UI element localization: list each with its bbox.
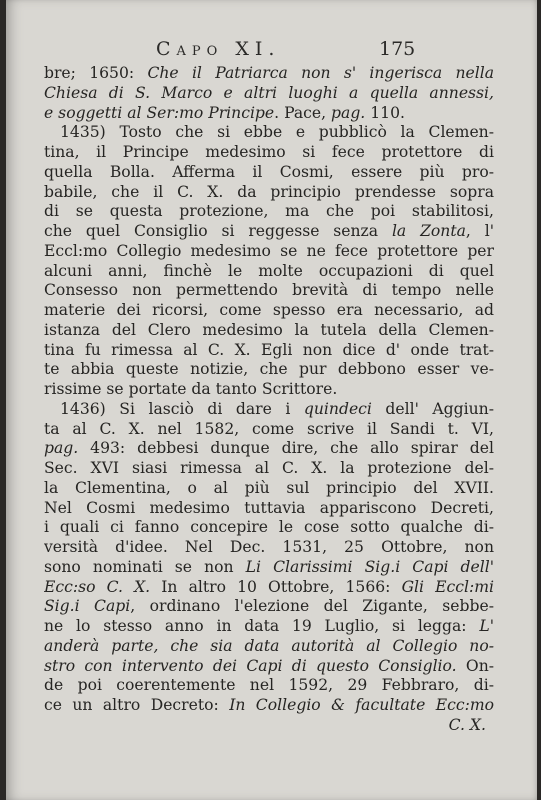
text-line — [44, 538, 494, 558]
italic-segment: L' — [479, 617, 494, 635]
text-line — [44, 459, 494, 479]
text-segment: On- — [456, 656, 494, 675]
text-line — [44, 321, 494, 341]
text-segment: versità d'idee. Nel Dec. 1531, 25 Ottobre, non — [44, 538, 494, 556]
text-segment: 493: debbesi dunque dire, che allo spirar del — [78, 439, 494, 458]
text-segment: ce un altro Decreto: — [44, 696, 230, 714]
italic-segment: e soggetti al Ser:mo Principe — [44, 103, 275, 122]
catchword — [44, 716, 494, 736]
italic-segment: la Zonta — [391, 222, 466, 240]
text-segment: che quel Consiglio si reggesse senza — [44, 222, 392, 240]
text-line — [44, 479, 494, 499]
italic-segment: Che il Patriarca non s' ingerisca nella — [147, 64, 494, 82]
italic-segment: Gli Eccl:mi — [401, 577, 494, 596]
text-segment: , l' — [465, 222, 494, 240]
italic-segment: pag. — [331, 103, 366, 122]
text-segment: Sec. XVI siasi rimessa al C. X. la protezione del- — [44, 459, 494, 477]
text-line — [44, 696, 494, 716]
text-line — [44, 183, 494, 203]
text-line — [44, 439, 494, 459]
text-line — [44, 617, 494, 637]
text-line — [44, 676, 494, 696]
text-line — [44, 123, 494, 143]
text-segment: te abbia queste notizie, che pur debbono esser ve- — [44, 360, 494, 379]
text-line — [44, 360, 494, 380]
text-segment: ta al C. X. nel 1582, come scrive il Sandi t. VI, — [44, 419, 494, 438]
italic-segment: C. X. — [448, 715, 486, 734]
italic-segment: pag. — [44, 439, 79, 458]
text-line — [44, 380, 494, 400]
text-segment: In altro 10 Ottobre, 1566: — [150, 577, 402, 596]
book-page — [6, 0, 537, 800]
text-segment: rissime se portate da tanto Scrittore. — [44, 380, 338, 398]
text-segment: tina, il Principe medesimo si fece protettore di — [44, 143, 494, 161]
italic-segment: In Collegio & facultate Ecc:mo — [229, 696, 494, 714]
text-segment: dell' Aggiun- — [371, 399, 494, 418]
text-segment: Consesso non permettendo brevità di tempo nelle — [44, 281, 494, 300]
text-segment: babile, che il C. X. da principio prendesse sopra — [44, 182, 494, 201]
text-line — [44, 518, 494, 538]
text-line — [44, 341, 494, 361]
text-line — [44, 163, 494, 183]
text-segment: la Clementina, o al più sul principio del XVII. — [44, 478, 494, 497]
text-line — [44, 262, 494, 282]
text-line — [44, 281, 494, 301]
italic-segment: anderà parte, che sia data autorità al Collegio no- — [44, 636, 494, 655]
text-line — [44, 143, 494, 163]
text-segment: di se questa protezione, ma che poi stabilitosi, — [44, 202, 494, 221]
text-segment: ne lo stesso anno in data 19 Luglio, si legga: — [44, 617, 480, 635]
text-segment: tina fu rimessa al C. X. Egli non dice d' onde trat- — [44, 340, 494, 359]
text-line — [44, 400, 494, 420]
page-number: 175 — [379, 38, 416, 60]
text-line — [44, 104, 494, 124]
text-line — [44, 558, 494, 578]
text-segment: sono nominati se non — [44, 557, 246, 576]
body-text — [44, 64, 494, 736]
text-line — [44, 637, 494, 657]
text-line — [44, 499, 494, 519]
text-segment: alcuni anni, finchè le molte occupazioni di quel — [44, 261, 494, 280]
running-head: Capo XI. — [156, 38, 281, 60]
text-segment: . Pace, — [274, 103, 332, 122]
text-line — [44, 578, 494, 598]
text-segment: quella Bolla. Afferma il Cosmi, essere più pro- — [44, 162, 494, 181]
text-segment: bre; 1650: — [44, 64, 148, 82]
italic-segment: Li Clarissimi Sig.i Capi dell' — [245, 557, 494, 576]
italic-segment: stro con intervento dei Capi di questo Consiglio. — [44, 656, 457, 675]
text-segment: , ordinano l'elezione del Zigante, sebbe- — [130, 597, 494, 616]
text-line — [44, 597, 494, 617]
italic-segment: Sig.i Capi — [44, 597, 131, 616]
text-segment: istanza del Clero medesimo la tutela della Clemen- — [44, 320, 494, 339]
italic-segment: Chiesa di S. Marco e altri luoghi a quella annessi, — [44, 83, 494, 102]
text-segment: Nel Cosmi medesimo tuttavia appariscono Decreti, — [44, 498, 494, 517]
text-segment: 1435) Tosto che si ebbe e pubblicò la Clemen- — [60, 123, 494, 142]
text-segment: materie dei ricorsi, come spesso era necessario, ad — [44, 301, 494, 319]
text-segment: 110. — [365, 103, 405, 122]
italic-segment: quindeci — [303, 399, 372, 418]
page-header — [6, 38, 537, 64]
text-segment: Eccl:mo Collegio medesimo se ne fece protettore per — [44, 241, 494, 260]
text-line — [44, 420, 494, 440]
text-line — [44, 84, 494, 104]
text-line — [44, 301, 494, 321]
text-line — [44, 222, 494, 242]
text-line — [44, 202, 494, 222]
text-line — [44, 64, 494, 84]
text-line — [44, 657, 494, 677]
italic-segment: Ecc:so C. X. — [44, 577, 151, 596]
text-segment: i quali ci fanno concepire le cose sotto qualche di- — [44, 518, 494, 537]
text-segment: 1436) Si lasciò di dare i — [60, 399, 304, 418]
text-segment: de poi coerentemente nel 1592, 29 Febbraro, di- — [44, 676, 494, 695]
text-line — [44, 242, 494, 262]
